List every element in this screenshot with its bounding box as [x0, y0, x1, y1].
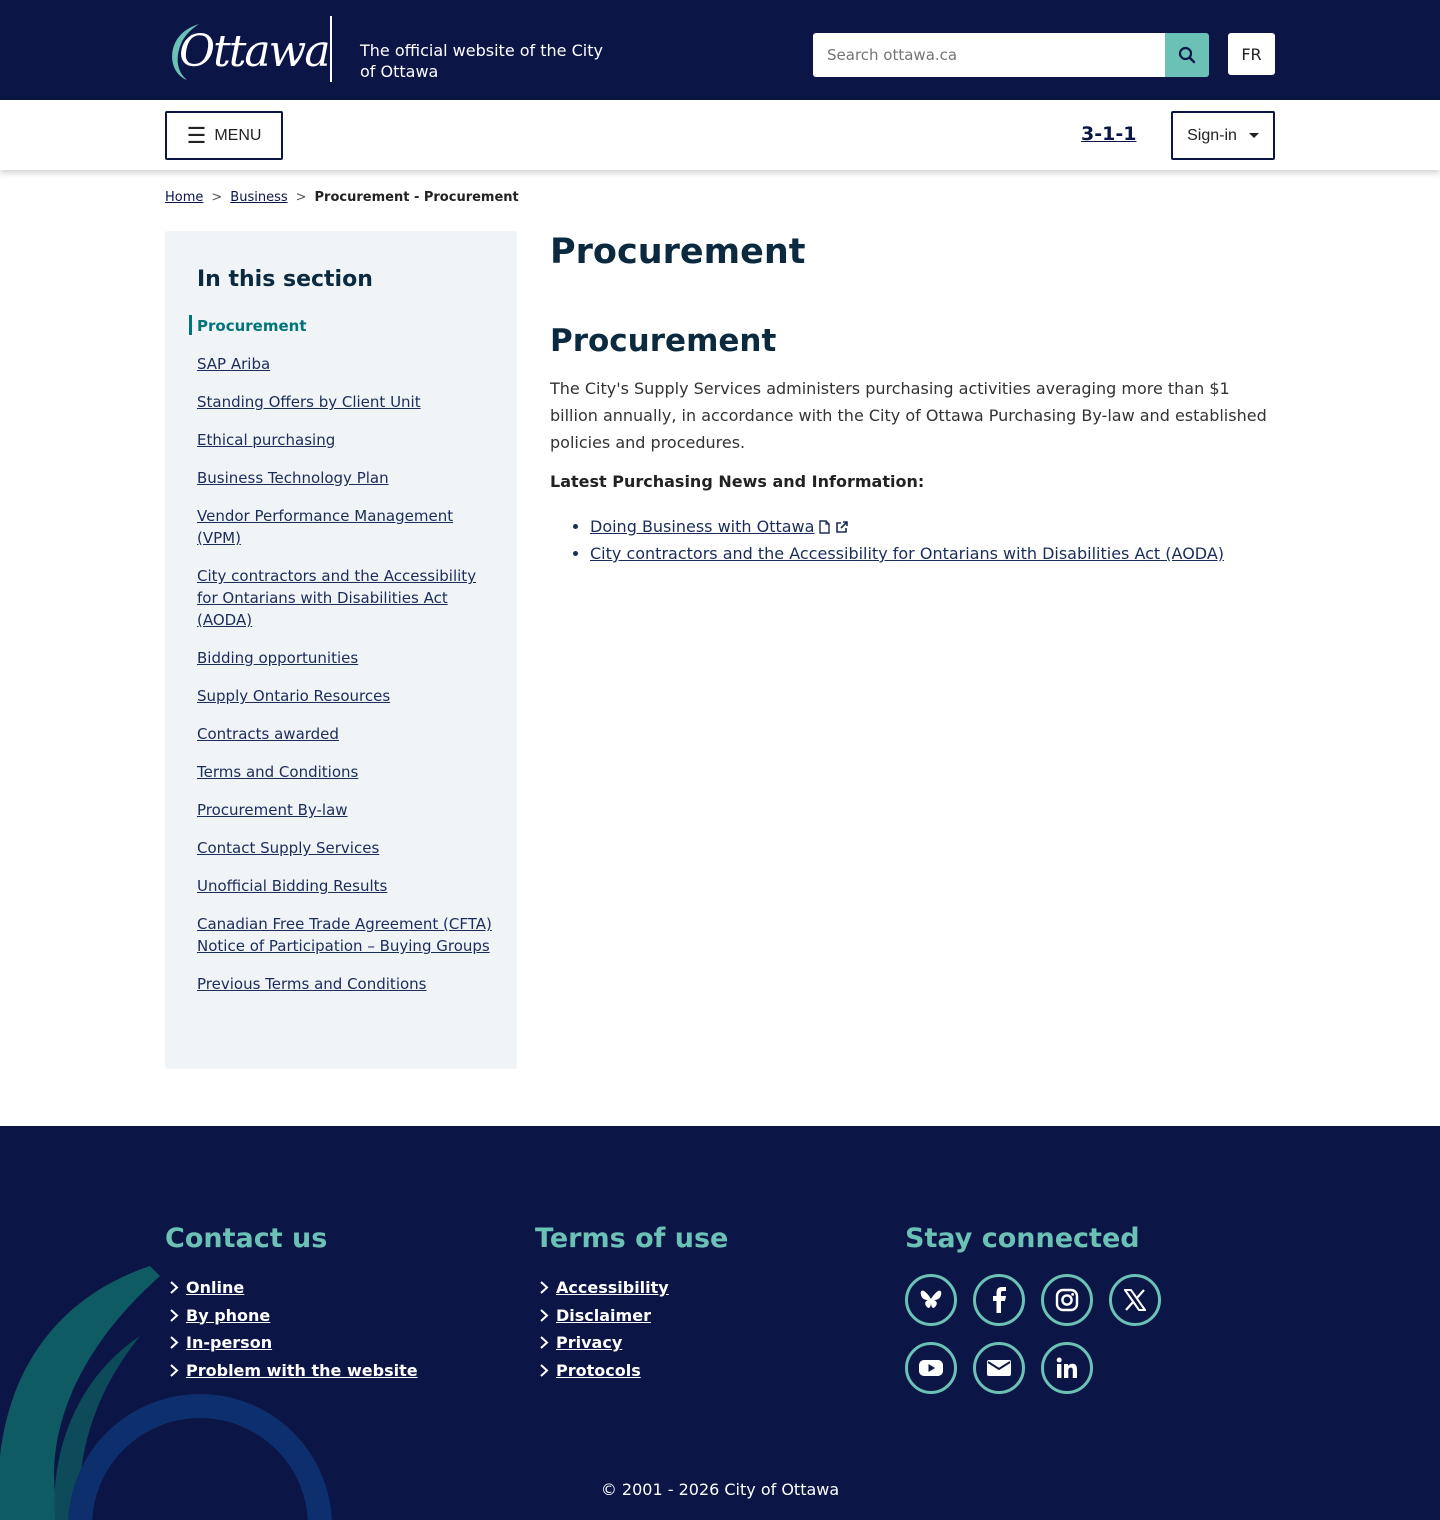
- search-input[interactable]: [813, 33, 1165, 77]
- youtube-button[interactable]: [905, 1342, 957, 1394]
- chevron-right-icon: [167, 1309, 180, 1322]
- sidebar-item-bidding-opportunities: [197, 647, 497, 669]
- email-button[interactable]: [973, 1342, 1025, 1394]
- sidebar-item-contact-supply: [197, 837, 497, 859]
- sidebar-link[interactable]: Ethical purchasing: [197, 431, 336, 449]
- sidebar-item-vpm: [197, 505, 497, 549]
- breadcrumb-home[interactable]: Home: [165, 190, 204, 205]
- search-button[interactable]: [1165, 33, 1209, 77]
- bluesky-button[interactable]: [905, 1274, 957, 1326]
- sidebar-item-standing-offers: [197, 391, 497, 413]
- email-icon: [986, 1358, 1012, 1378]
- footer-terms-title: Terms of use: [535, 1223, 729, 1254]
- chevron-right-icon: [537, 1281, 550, 1294]
- news-link-aoda[interactable]: City contractors and the Accessibility for Ontarians with Disabilities Act (AODA): [590, 544, 1225, 563]
- chevron-right-icon: [537, 1364, 550, 1377]
- facebook-button[interactable]: [973, 1274, 1025, 1326]
- breadcrumb-current: Procurement - Procurement: [314, 190, 519, 205]
- sidebar-link[interactable]: Procurement By-law: [197, 801, 348, 819]
- sign-in-label: Sign-in: [1187, 126, 1237, 144]
- x-icon: [1124, 1289, 1146, 1311]
- section-title: Procurement: [550, 323, 777, 359]
- linkedin-icon: [1056, 1357, 1078, 1379]
- sidebar-title: In this section: [197, 267, 373, 292]
- intro-paragraph: The City's Supply Services administers purchasing activities averaging more than $1 billion annually, in accordance with the City of Ottawa Purchasing By-law and established policies and procedures.: [550, 379, 1267, 452]
- breadcrumb: [165, 190, 519, 205]
- sidebar-link[interactable]: Previous Terms and Conditions: [197, 975, 427, 993]
- page-title: Procurement: [550, 232, 806, 272]
- footer-link-accessibility[interactable]: Accessibility: [556, 1278, 669, 1297]
- sign-in-dropdown[interactable]: [1171, 111, 1275, 160]
- footer-link-by-phone[interactable]: By phone: [186, 1305, 271, 1325]
- breadcrumb-business[interactable]: Business: [230, 190, 288, 205]
- sidebar-link[interactable]: Supply Ontario Resources: [197, 687, 391, 705]
- hamburger-icon: ☰: [186, 122, 207, 148]
- sidebar-item-procurement: [197, 315, 497, 337]
- footer-contact-title: Contact us: [165, 1223, 328, 1254]
- list-item: [167, 1274, 418, 1302]
- instagram-icon: [1055, 1288, 1079, 1312]
- youtube-icon: [918, 1358, 944, 1378]
- list-item: [590, 540, 1280, 567]
- chevron-right-icon: [167, 1364, 180, 1377]
- sidebar-item-cfta: [197, 913, 497, 957]
- sidebar-nav-list: [197, 315, 497, 1011]
- x-button[interactable]: [1109, 1274, 1161, 1326]
- site-footer: [0, 1126, 1440, 1520]
- site-header: [0, 0, 1440, 100]
- site-tagline: The official website of the City of Ottawa: [360, 41, 603, 81]
- sidebar-item-previous-terms: [197, 973, 497, 995]
- chevron-right-icon: [537, 1336, 550, 1349]
- sidebar-link[interactable]: Canadian Free Trade Agreement (CFTA) Notice of Participation – Buying Groups: [197, 915, 492, 955]
- sidebar-link[interactable]: Standing Offers by Client Unit: [197, 393, 421, 411]
- sidebar-link[interactable]: Procurement: [197, 317, 307, 335]
- list-item: [590, 513, 1280, 540]
- logo-wordmark: Ottawa: [179, 26, 329, 77]
- pdf-document-icon: [818, 520, 831, 534]
- sidebar-link[interactable]: Unofficial Bidding Results: [197, 877, 388, 895]
- list-item: [537, 1329, 669, 1357]
- sidebar-item-ethical-purchasing: [197, 429, 497, 451]
- caret-down-icon: [1249, 133, 1259, 138]
- section-sidebar: [165, 231, 517, 1069]
- footer-link-disclaimer[interactable]: Disclaimer: [556, 1305, 651, 1325]
- copyright-text: © 2001 - 2026 City of Ottawa: [600, 1480, 840, 1499]
- list-item: [537, 1274, 669, 1302]
- sidebar-item-procurement-bylaw: [197, 799, 497, 821]
- sidebar-link[interactable]: Contact Supply Services: [197, 839, 380, 857]
- footer-terms-list: [537, 1274, 669, 1384]
- list-item: [537, 1357, 669, 1385]
- breadcrumb-separator: >: [211, 190, 223, 205]
- header-divider: [330, 16, 332, 82]
- chevron-right-icon: [167, 1281, 180, 1294]
- search-icon: [1178, 46, 1196, 64]
- footer-link-online[interactable]: Online: [186, 1278, 245, 1297]
- list-item: [167, 1329, 418, 1357]
- news-list: [590, 513, 1280, 567]
- sidebar-link[interactable]: Terms and Conditions: [197, 763, 359, 781]
- chevron-right-icon: [537, 1309, 550, 1322]
- linkedin-button[interactable]: [1041, 1342, 1093, 1394]
- sidebar-item-contracts-awarded: [197, 723, 497, 745]
- sidebar-item-supply-ontario: [197, 685, 497, 707]
- sidebar-item-aoda: [197, 565, 497, 631]
- sidebar-link[interactable]: City contractors and the Accessibility for Ontarians with Disabilities Act (AODA): [197, 567, 477, 629]
- city-logo[interactable]: [165, 20, 329, 84]
- instagram-button[interactable]: [1041, 1274, 1093, 1326]
- footer-link-protocols[interactable]: Protocols: [556, 1360, 641, 1380]
- main-navbar: [0, 100, 1440, 170]
- external-link-icon: [835, 520, 849, 534]
- list-item: [537, 1302, 669, 1330]
- footer-link-privacy[interactable]: Privacy: [556, 1333, 623, 1352]
- sidebar-link[interactable]: Vendor Performance Management (VPM): [197, 507, 454, 547]
- social-row-bottom: [905, 1342, 1093, 1394]
- facebook-icon: [992, 1287, 1006, 1313]
- menu-button[interactable]: [165, 111, 283, 160]
- sidebar-link[interactable]: Bidding opportunities: [197, 649, 359, 667]
- sidebar-link[interactable]: SAP Ariba: [197, 355, 271, 373]
- chevron-right-icon: [167, 1336, 180, 1349]
- sidebar-item-terms-conditions: [197, 761, 497, 783]
- footer-contact-list: [167, 1274, 418, 1384]
- footer-social-title: Stay connected: [905, 1223, 1140, 1254]
- sidebar-link[interactable]: Contracts awarded: [197, 725, 339, 743]
- news-link-doing-business[interactable]: Doing Business with Ottawa: [590, 517, 815, 536]
- breadcrumb-separator: >: [295, 190, 307, 205]
- menu-label: MENU: [214, 126, 262, 144]
- bluesky-icon: [919, 1289, 943, 1311]
- sidebar-item-unofficial-results: [197, 875, 497, 897]
- sidebar-item-sap-ariba: [197, 353, 497, 375]
- social-row-top: [905, 1274, 1161, 1326]
- search-bar: [813, 33, 1209, 77]
- sidebar-item-business-technology-plan: [197, 467, 497, 489]
- phone-311-link[interactable]: 3-1-1: [1081, 123, 1137, 145]
- footer-link-problem-website[interactable]: Problem with the website: [186, 1360, 418, 1380]
- list-item: [167, 1302, 418, 1330]
- sidebar-link[interactable]: Business Technology Plan: [197, 469, 389, 487]
- news-heading: Latest Purchasing News and Information:: [550, 472, 925, 491]
- language-toggle-button[interactable]: FR: [1228, 33, 1275, 75]
- footer-link-in-person[interactable]: In-person: [186, 1333, 273, 1352]
- list-item: [167, 1357, 418, 1385]
